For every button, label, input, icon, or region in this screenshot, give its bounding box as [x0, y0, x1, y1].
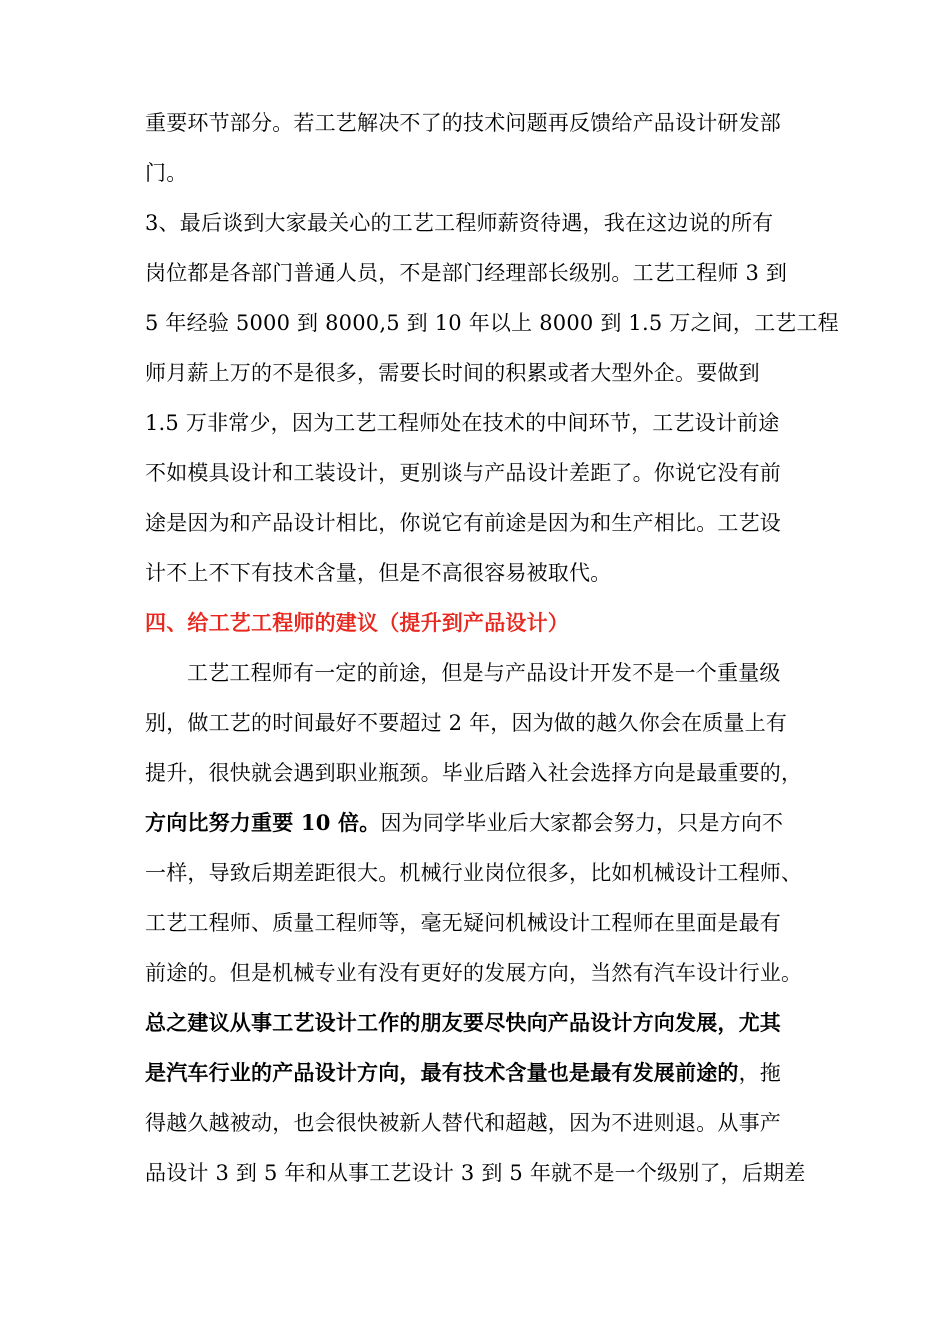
text-line: [145, 798, 809, 848]
text-line: 工艺工程师有一定的前途，但是与产品设计开发不是一个重量级: [187, 661, 781, 685]
text-line: 5 年经验 5000 到 8000,5 到 10 年以上 8000 到 1.5 万之间，工艺工程: [145, 311, 839, 335]
text-line: 提升，很快就会遇到职业瓶颈。毕业后踏入社会选择方向是最重要的，: [145, 761, 803, 785]
text-line: [145, 1048, 809, 1098]
section-heading: 四、给工艺工程师的建议（提升到产品设计）: [145, 610, 569, 635]
text-line: 岗位都是各部门普通人员，不是部门经理部长级别。工艺工程师 3 到: [145, 261, 788, 285]
text-line: 1.5 万非常少，因为工艺工程师处在技术的中间环节，工艺设计前途: [145, 411, 780, 435]
text-line: 计不上不下有技术含量，但是不高很容易被取代。: [145, 561, 612, 585]
text-line: 工艺工程师、质量工程师等，毫无疑问机械设计工程师在里面是最有: [145, 911, 781, 935]
text-line: 前途的。但是机械专业有没有更好的发展方向，当然有汽车设计行业。: [145, 961, 803, 985]
text-line: 3、最后谈到大家最关心的工艺工程师薪资待遇，我在这边说的所有: [145, 211, 774, 235]
emphasis-line: 总之建议从事工艺设计工作的朋友要尽快向产品设计方向发展，尤其: [145, 1010, 781, 1035]
emphasis-text: 是汽车行业的产品设计方向，最有技术含量也是最有发展前途的: [145, 1060, 739, 1085]
text-line: 得越久越被动，也会很快被新人替代和超越，因为不进则退。从事产: [145, 1111, 781, 1135]
text-line: 门。: [145, 161, 188, 185]
text-line: 途是因为和产品设计相比，你说它有前途是因为和生产相比。工艺设: [145, 511, 781, 535]
text-line: 师月薪上万的不是很多，需要长时间的积累或者大型外企。要做到: [145, 361, 760, 385]
text-line: 一样，导致后期差距很大。机械行业岗位很多，比如机械设计工程师、: [145, 861, 803, 885]
text-line: 重要环节部分。若工艺解决不了的技术问题再反馈给产品设计研发部: [145, 111, 781, 135]
emphasis-text: 方向比努力重要 10 倍。: [145, 810, 381, 835]
text-line: 不如模具设计和工装设计，更别谈与产品设计差距了。你说它没有前: [145, 461, 781, 485]
document-page: [145, 98, 839, 1198]
text-span: ，拖: [738, 1061, 782, 1085]
text-line: 品设计 3 到 5 年和从事工艺设计 3 到 5 年就不是一个级别了，后期差: [145, 1161, 806, 1185]
text-line: 别，做工艺的时间最好不要超过 2 年，因为做的越久你会在质量上有: [145, 711, 788, 735]
text-span: 因为同学毕业后大家都会努力，只是方向不: [380, 811, 784, 835]
